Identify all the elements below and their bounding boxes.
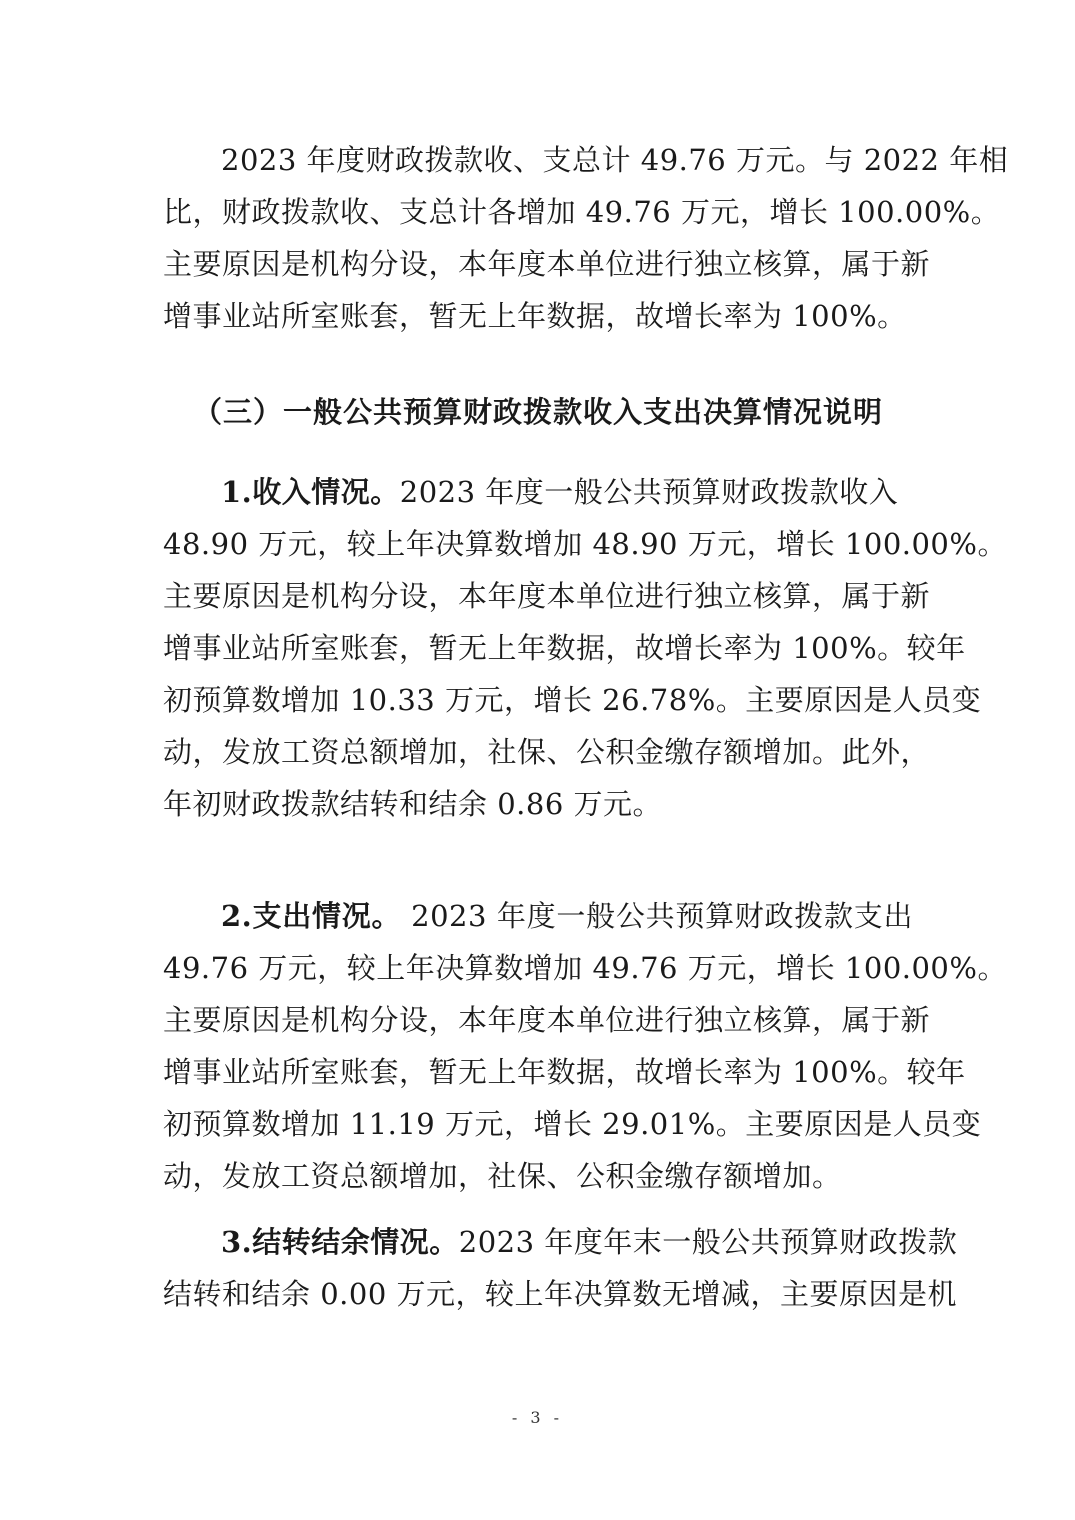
- paragraph-line: 主要原因是机构分设，本年度本单位进行独立核算，属于新: [163, 247, 931, 281]
- income-first-line: 2023 年度一般公共预算财政拨款收入: [399, 475, 899, 509]
- paragraph-income: [163, 466, 1007, 830]
- paragraph-carryover: [163, 1216, 958, 1320]
- paragraph-line: 48.90 万元，较上年决算数增加 48.90 万元，增长 100.00%。: [163, 527, 1007, 561]
- paragraph-line: 初预算数增加 11.19 万元，增长 29.01%。主要原因是人员变: [163, 1107, 982, 1141]
- page-number: - 3 -: [511, 1408, 564, 1427]
- paragraph-expenditure: [163, 890, 1007, 1202]
- paragraph-line: 比，财政拨款收、支总计各增加 49.76 万元，增长 100.00%。: [163, 195, 1001, 229]
- paragraph-line: [163, 466, 913, 518]
- paragraph-line: [163, 1216, 958, 1268]
- paragraph-line: 主要原因是机构分设，本年度本单位进行独立核算，属于新: [163, 1003, 931, 1037]
- paragraph-line: 动，发放工资总额增加，社保、公积金缴存额增加。此外，: [163, 735, 931, 769]
- paragraph-line: 结转和结余 0.00 万元，较上年决算数无增减，主要原因是机: [163, 1277, 958, 1311]
- paragraph-line: 增事业站所室账套，暂无上年数据，故增长率为 100%。较年: [163, 1055, 966, 1089]
- paragraph-line: 增事业站所室账套，暂无上年数据，故增长率为 100%。较年: [163, 631, 966, 665]
- expenditure-label: 2.支出情况。: [221, 899, 402, 933]
- paragraph-line: 年初财政拨款结转和结余 0.86 万元。: [163, 787, 663, 821]
- paragraph-line: 主要原因是机构分设，本年度本单位进行独立核算，属于新: [163, 579, 931, 613]
- paragraph-line: 49.76 万元，较上年决算数增加 49.76 万元，增长 100.00%。: [163, 951, 1007, 985]
- carryover-first-line: 2023 年度年末一般公共预算财政拨款: [458, 1225, 958, 1259]
- paragraph-line: 初预算数增加 10.33 万元，增长 26.78%。主要原因是人员变: [163, 683, 982, 717]
- paragraph-line: [163, 890, 913, 942]
- expenditure-first-line: 2023 年度一般公共预算财政拨款支出: [401, 899, 913, 933]
- paragraph-line: 2023 年度财政拨款收、支总计 49.76 万元。与 2022 年相: [221, 143, 1009, 177]
- carryover-label: 3.结转结余情况。: [221, 1225, 459, 1259]
- paragraph-fiscal-totals: [163, 134, 1009, 342]
- section-heading: （三）一般公共预算财政拨款收入支出决算情况说明: [192, 395, 883, 429]
- paragraph-line: 动，发放工资总额增加，社保、公积金缴存额增加。: [163, 1159, 842, 1193]
- paragraph-line: 增事业站所室账套，暂无上年数据，故增长率为 100%。: [163, 299, 907, 333]
- income-label: 1.收入情况。: [221, 475, 400, 509]
